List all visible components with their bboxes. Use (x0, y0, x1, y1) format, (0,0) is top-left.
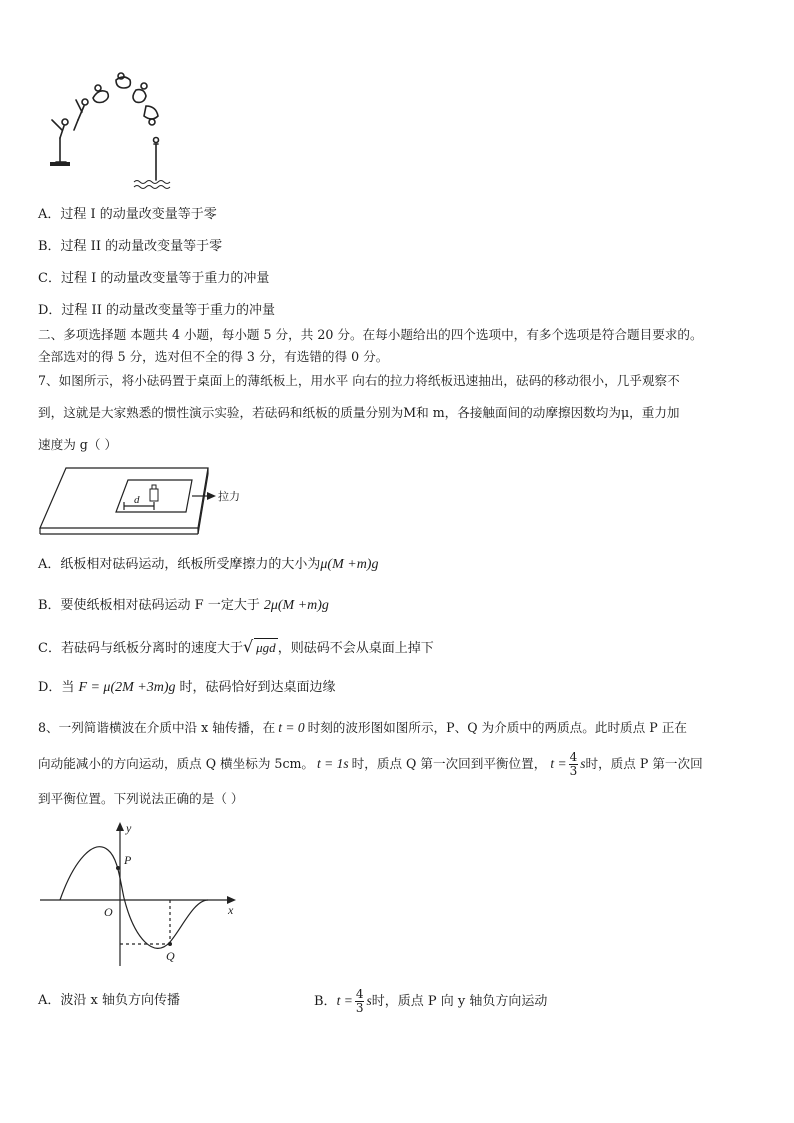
q8-frac-den: 3 (569, 764, 578, 778)
q8-wave-graph (38, 820, 248, 970)
q8-option-b-unit: s (366, 993, 372, 1008)
q7-option-a (38, 556, 378, 574)
q7-option-d-text1: D．当 (38, 680, 75, 695)
q8-frac-num: 4 (569, 750, 578, 764)
q6-option-b: B．过程 II 的动量改变量等于零 (38, 239, 223, 254)
q8-option-a: A．波沿 x 轴负方向传播 (38, 993, 180, 1008)
q7-option-b-text: B．要使纸板相对砝码运动 F 一定大于 (38, 598, 260, 613)
q7-option-d-text2: 时，砝码恰好到达桌面边缘 (179, 680, 336, 695)
graph-origin-label: O (104, 905, 113, 919)
q8-line1a: 8、一列简谐横波在介质中沿 x 轴传播，在 (38, 720, 276, 735)
q6-option-a: A．过程 I 的动量改变量等于零 (38, 207, 217, 222)
q7-pull-label: 拉力 (218, 491, 240, 503)
sqrt-icon: √ (242, 637, 254, 656)
q8-line1b: 时刻的波形图如图所示，P、Q 为介质中的两质点。此时质点 P 正在 (307, 720, 687, 735)
q8-stem-line2 (38, 748, 703, 780)
q8-option-b (314, 986, 547, 1017)
q8-line2a: 向动能减小的方向运动，质点 Q 横坐标为 5cm。 (38, 756, 315, 771)
q8-line2-fraction (569, 751, 579, 778)
q7-option-c-sqrt: μgd (256, 640, 276, 655)
graph-p-label: P (124, 853, 132, 867)
wave-curve (60, 847, 208, 949)
q8-option-b-num: 4 (355, 987, 364, 1001)
q7-option-d-math: F = μ(2M +3m)g (78, 680, 176, 695)
point-q (168, 942, 172, 946)
q8-line2-unit: s (580, 756, 586, 771)
q6-option-d: D．过程 II 的动量改变量等于重力的冲量 (38, 303, 275, 318)
graph-q-label: Q (166, 949, 175, 963)
q7-option-d (38, 679, 336, 697)
q8-stem-line1 (38, 719, 687, 737)
q8-stem-line3: 到平衡位置。下列说法正确的是（ ） (38, 791, 244, 806)
q8-option-b-post: 时，质点 P 向 y 轴负方向运动 (371, 994, 548, 1009)
q8-line2c: 时，质点 P 第一次回 (585, 756, 703, 771)
q8-line2-t: t = (550, 756, 567, 771)
q8-line1-math: t = 0 (278, 720, 305, 735)
q7-stem-line1: 7、如图所示，将小砝码置于桌面上的薄纸板上，用水平 向右的拉力将纸板迅速抽出，砝码的移动很小，几乎观察不 (38, 373, 680, 388)
q7-table-figure (36, 464, 256, 536)
q7-stem-line3: 速度为 g（ ） (38, 437, 118, 452)
q7-option-c-text1: C．若砝码与纸板分离时的速度大于 (38, 641, 243, 656)
q6-option-c: C．过程 I 的动量改变量等于重力的冲量 (38, 271, 270, 286)
section2-line2: 全部选对的得 5 分，选对但不全的得 3 分，有选错的得 0 分。 (38, 349, 389, 364)
graph-x-label: x (228, 903, 234, 917)
graph-y-label: y (126, 821, 132, 835)
diver-figure (38, 70, 188, 195)
q7-option-a-text: A．纸板相对砝码运动，纸板所受摩擦力的大小为 (38, 557, 321, 572)
q8-option-b-pre: B． (314, 994, 337, 1009)
q8-line2-math: t = 1s (317, 756, 349, 771)
q8-option-b-fraction (355, 988, 365, 1015)
q7-option-a-math: μ(M +m)g (320, 557, 379, 572)
q7-d-label: d (134, 494, 140, 506)
point-p (116, 866, 120, 870)
q7-option-c (38, 638, 434, 658)
q8-option-b-t: t = (336, 993, 353, 1008)
q8-option-b-den: 3 (355, 1001, 364, 1015)
section2-line1: 二、多项选择题 本题共 4 小题，每小题 5 分，共 20 分。在每小题给出的四个选项中，有多个选项是符合题目要求的。 (38, 327, 703, 342)
q7-option-c-text2: ，则砝码不会从桌面上掉下 (277, 641, 434, 656)
q7-option-b (38, 597, 329, 615)
q8-line2b: 时，质点 Q 第一次回到平衡位置， (351, 756, 547, 771)
q7-stem-line2: 到，这就是大家熟悉的惯性演示实验，若砝码和纸板的质量分别为M和 m，各接触面间的动摩擦因数均为μ，重力加 (38, 405, 680, 420)
q7-option-b-math: 2μ(M +m)g (263, 598, 329, 613)
